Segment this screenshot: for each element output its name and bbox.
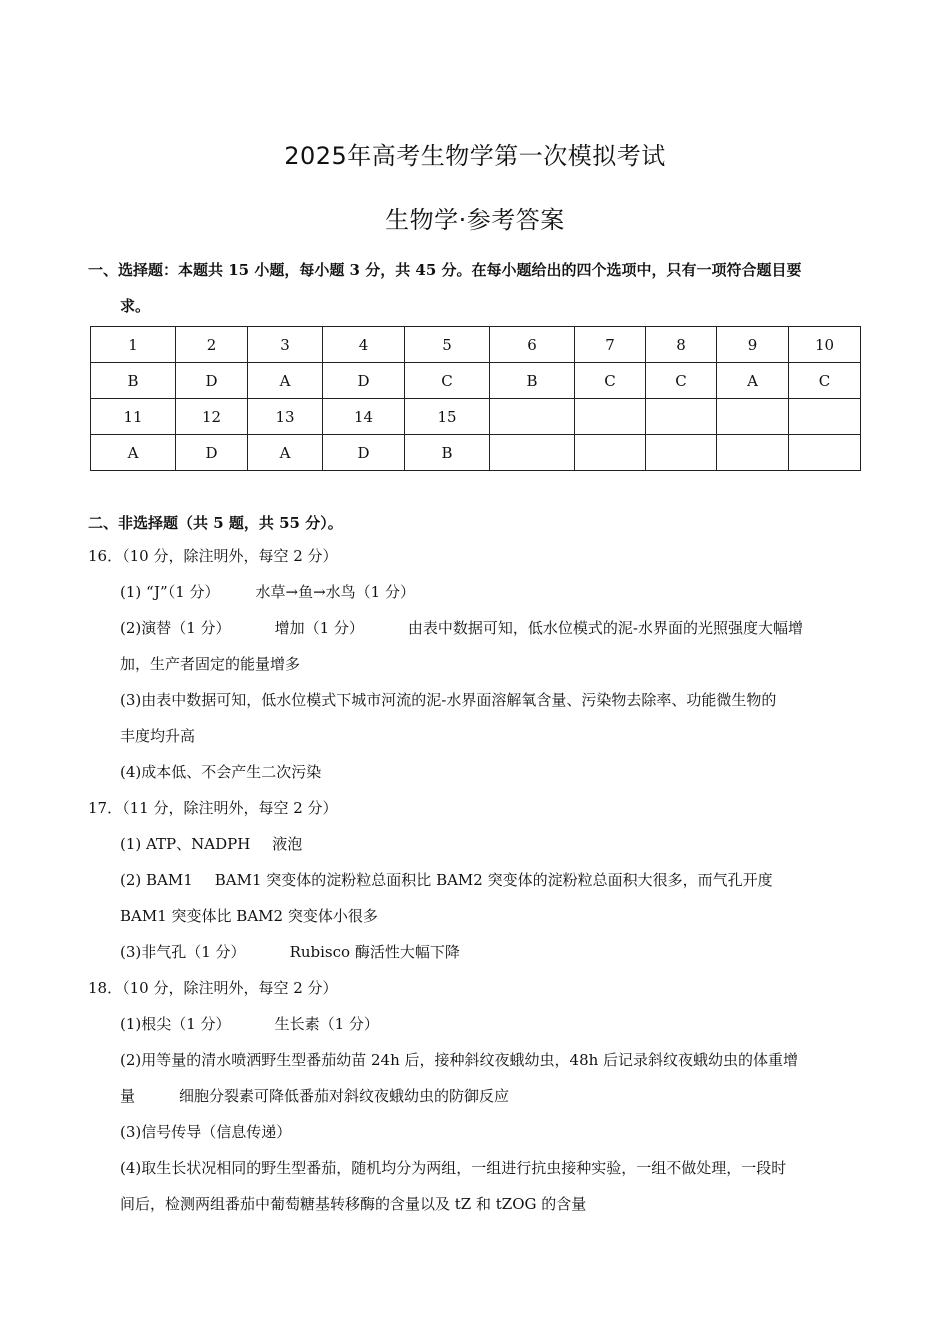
answer-table-cell: A <box>717 363 789 399</box>
q17-answer-3 <box>88 934 868 970</box>
answer-table-cell: 15 <box>405 399 490 435</box>
q17-a2-part2: BAM1 突变体的淀粉粒总面积比 BAM2 突变体的淀粉粒总面积大很多，而气孔开度 <box>214 871 773 889</box>
q16-a2-part3: 由表中数据可知，低水位模式的泥-水界面的光照强度大幅增 <box>407 619 803 637</box>
q16-answer-3-cont: 丰度均升高 <box>120 727 196 745</box>
answer-table-cell: D <box>323 363 405 399</box>
question-17-header: 17．（11 分，除注明外，每空 2 分） <box>88 799 338 817</box>
answer-table-cell: B <box>490 363 575 399</box>
answer-table-cell <box>789 435 861 471</box>
answer-table-cell: 4 <box>323 327 405 363</box>
q18-answer-2: (2)用等量的清水喷洒野生型番茄幼苗 24h 后，接种斜纹夜蛾幼虫，48h 后记录斜纹夜蛾幼虫的体重增 <box>120 1051 799 1069</box>
q18-a2-part2: 量 <box>120 1087 136 1105</box>
answer-table-cell <box>717 435 789 471</box>
section-1-heading-cont: 求。 <box>120 297 151 315</box>
answer-table-cell: 8 <box>646 327 717 363</box>
answer-table-row <box>91 435 861 471</box>
q17-a1-part1: (1) ATP、NADPH <box>120 835 251 853</box>
question-16-header: 16．（10 分，除注明外，每空 2 分） <box>88 547 338 565</box>
answer-table-cell: 6 <box>490 327 575 363</box>
document-title: 2025年高考生物学第一次模拟考试 <box>284 142 666 170</box>
answer-table-cell <box>490 435 575 471</box>
answer-table-cell <box>717 399 789 435</box>
q16-answer-4: (4)成本低、不会产生二次污染 <box>120 763 322 781</box>
answer-table-body <box>91 327 861 471</box>
q16-answer-2 <box>88 610 868 646</box>
answer-table-cell <box>646 399 717 435</box>
answer-table-cell: 9 <box>717 327 789 363</box>
question-18-header: 18．（10 分，除注明外，每空 2 分） <box>88 979 338 997</box>
answer-table-cell: 11 <box>91 399 176 435</box>
q16-a2-part1: (2)演替（1 分） <box>120 619 231 637</box>
q17-a3-part1: (3)非气孔（1 分） <box>120 943 246 961</box>
answer-table-cell: 7 <box>575 327 646 363</box>
q16-answer-2-cont: 加，生产者固定的能量增多 <box>120 655 301 673</box>
q16-answer-1 <box>88 574 868 610</box>
answer-table-cell: A <box>248 435 323 471</box>
answer-table-cell: 10 <box>789 327 861 363</box>
answer-table-cell: 14 <box>323 399 405 435</box>
q18-a1-part1: (1)根尖（1 分） <box>120 1015 231 1033</box>
answer-table-cell: A <box>91 435 176 471</box>
answer-table-cell: C <box>646 363 717 399</box>
q18-answer-3: (3)信号传导（信息传递） <box>120 1123 292 1141</box>
q17-answer-2-cont: BAM1 突变体比 BAM2 突变体小很多 <box>120 907 378 925</box>
section-2-heading: 二、非选择题（共 5 题，共 55 分）。 <box>88 514 343 532</box>
answer-table-cell: 1 <box>91 327 176 363</box>
answer-table-cell: A <box>248 363 323 399</box>
answers-body <box>88 538 868 1222</box>
q18-a1-part2: 生长素（1 分） <box>274 1015 379 1033</box>
answer-table-cell: B <box>91 363 176 399</box>
q17-a1-part2: 液泡 <box>272 835 303 853</box>
answer-table-cell <box>646 435 717 471</box>
answer-table-cell: C <box>405 363 490 399</box>
q16-answer-3: (3)由表中数据可知，低水位模式下城市河流的泥-水界面溶解氧含量、污染物去除率、功能微生物的 <box>120 691 777 709</box>
answer-table-row <box>91 399 861 435</box>
answer-table-cell: B <box>405 435 490 471</box>
q18-answer-1 <box>88 1006 868 1042</box>
answer-table-row <box>91 363 861 399</box>
answer-table-cell: 3 <box>248 327 323 363</box>
document-subtitle: 生物学·参考答案 <box>385 206 565 234</box>
q17-answer-2 <box>88 862 868 898</box>
q18-a2-part3: 细胞分裂素可降低番茄对斜纹夜蛾幼虫的防御反应 <box>179 1087 510 1105</box>
answer-table-cell: D <box>176 363 248 399</box>
q17-a3-part2: Rubisco 酶活性大幅下降 <box>289 943 460 961</box>
answer-table-cell: 13 <box>248 399 323 435</box>
answer-table-cell: D <box>176 435 248 471</box>
q18-answer-4: (4)取生长状况相同的野生型番茄，随机均分为两组，一组进行抗虫接种实验，一组不做处理，一段时 <box>120 1159 787 1177</box>
section-1-heading <box>88 252 868 324</box>
q18-answer-4-cont: 间后，检测两组番茄中葡萄糖基转移酶的含量以及 tZ 和 tZOG 的含量 <box>120 1195 587 1213</box>
q17-a2-part1: (2) BAM1 <box>120 871 193 889</box>
answer-table-cell <box>490 399 575 435</box>
answer-table <box>90 326 861 471</box>
answer-table-cell: 12 <box>176 399 248 435</box>
q18-answer-2-cont <box>88 1078 868 1114</box>
answer-table-cell: C <box>789 363 861 399</box>
answer-table-cell <box>575 435 646 471</box>
q16-a1-part2: 水草→鱼→水鸟（1 分） <box>255 583 415 601</box>
answer-table-cell: C <box>575 363 646 399</box>
answer-table-cell: D <box>323 435 405 471</box>
q16-a2-part2: 增加（1 分） <box>274 619 364 637</box>
answer-table-row <box>91 327 861 363</box>
section-1-heading-line: 一、选择题：本题共 15 小题，每小题 3 分，共 45 分。在每小题给出的四个选项中，只有一项符合题目要 <box>88 261 802 279</box>
answer-table-cell <box>789 399 861 435</box>
answer-table-cell: 2 <box>176 327 248 363</box>
answer-table-cell: 5 <box>405 327 490 363</box>
q16-a1-part1: (1) “J”（1 分） <box>120 583 220 601</box>
answer-table-cell <box>575 399 646 435</box>
q17-answer-1 <box>88 826 868 862</box>
